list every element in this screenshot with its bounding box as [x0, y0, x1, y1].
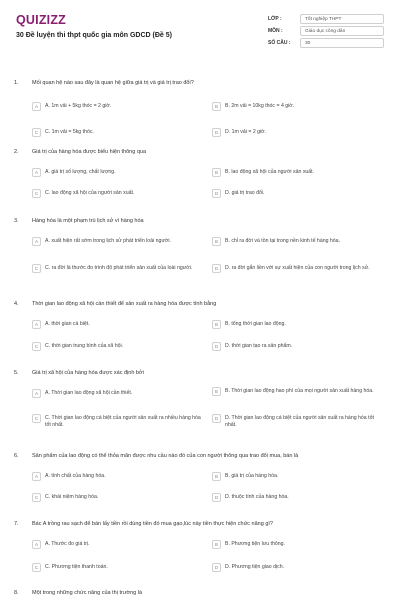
option-letter-badge: B — [212, 320, 221, 329]
option-c[interactable] — [32, 414, 204, 429]
option-text: A. xuất hiện rất sớm trong lịch sử phát triển loài người. — [45, 238, 171, 244]
option-text: D. ra đời gắn liền với sự xuất hiện của con người trong lịch sử. — [225, 265, 370, 271]
question-text: Thời gian lao động xã hội cần thiết để sản xuất ra hàng hóa được tính bằng — [32, 301, 217, 307]
option-text: D. Phương tiện giao dịch. — [225, 564, 285, 570]
option-text: B. Phương tiện lưu thông. — [225, 541, 285, 547]
option-letter-badge: C — [32, 493, 41, 502]
quizizz-logo: QUIZIZZ — [16, 13, 67, 27]
question-number: 2. — [14, 149, 19, 155]
question-text: Mối quan hệ nào sau đây là quan hệ giữa giá trị và giá trị trao đổi? — [32, 80, 194, 86]
option-letter-badge: A — [32, 168, 41, 177]
option-text: C. khái niệm hàng hóa. — [45, 494, 99, 500]
meta-value: 30 — [300, 38, 384, 48]
worksheet-header — [0, 0, 400, 62]
question-text: Bác A trồng rau sạch để bán lấy tiền rồi dùng tiền đó mua gạo,lúc này tiền thực hiện chức năng gì? — [32, 521, 273, 527]
option-d[interactable] — [212, 342, 384, 351]
option-text: D. 1m vải = 2 giờ. — [225, 129, 267, 135]
option-text: C. thời gian trung bình của xã hội. — [45, 343, 124, 349]
question-text: Giá trị của hàng hóa được biểu hiện thông qua — [32, 149, 147, 155]
option-letter-badge: B — [212, 168, 221, 177]
option-text: A. giá trị số lượng, chất lượng. — [45, 169, 116, 175]
meta-key: MÔN : — [268, 28, 283, 34]
option-letter-badge: C — [32, 128, 41, 137]
option-text: C. Thời gian lao động cá biệt của người sản xuất ra nhiều hàng hóa tốt nhất. — [45, 415, 201, 428]
option-c[interactable] — [32, 189, 204, 198]
meta-box — [268, 13, 384, 49]
option-d[interactable] — [212, 493, 384, 502]
option-text: A. Thước đo giá trị. — [45, 541, 90, 547]
meta-row-count — [268, 37, 384, 49]
option-a[interactable] — [32, 389, 204, 398]
meta-key: SỐ CÂU : — [268, 40, 291, 46]
option-text: B. giá trị của hàng hóa. — [225, 473, 279, 479]
option-d[interactable] — [212, 189, 384, 198]
meta-key: LỚP : — [268, 16, 282, 22]
option-d[interactable] — [212, 128, 384, 137]
option-c[interactable] — [32, 264, 204, 273]
meta-value: Giáo dục công dân — [300, 26, 384, 36]
option-b[interactable] — [212, 472, 384, 481]
option-a[interactable] — [32, 540, 204, 549]
option-a[interactable] — [32, 102, 204, 111]
meta-row-subject — [268, 25, 384, 37]
option-text: C. ra đời là thước đo trình độ phát triển sản xuất của loài người. — [45, 265, 193, 271]
option-letter-badge: C — [32, 342, 41, 351]
option-a[interactable] — [32, 472, 204, 481]
option-text: D. Thời gian lao động cá biệt của người sản xuất ra hàng hóa tốt nhất. — [225, 415, 374, 428]
option-d[interactable] — [212, 264, 384, 273]
option-text: B. tổng thời gian lao động. — [225, 321, 286, 327]
option-c[interactable] — [32, 342, 204, 351]
option-letter-badge: C — [32, 563, 41, 572]
option-letter-badge: B — [212, 472, 221, 481]
option-c[interactable] — [32, 128, 204, 137]
option-letter-badge: D — [212, 189, 221, 198]
question-text: Hàng hóa là một phạm trù lịch sử vì hàng hóa — [32, 218, 144, 224]
option-letter-badge: B — [212, 387, 221, 396]
option-a[interactable] — [32, 320, 204, 329]
option-text: C. lao động xã hội của người sản xuất. — [45, 190, 135, 196]
option-b[interactable] — [212, 168, 384, 177]
question-number: 7. — [14, 521, 19, 527]
option-text: B. chỉ ra đời và tồn tại trong nền kinh tế hàng hóa. — [225, 238, 341, 244]
question-number: 1. — [14, 80, 19, 86]
option-letter-badge: D — [212, 493, 221, 502]
option-a[interactable] — [32, 237, 204, 246]
option-letter-badge: A — [32, 389, 41, 398]
option-letter-badge: B — [212, 237, 221, 246]
option-c[interactable] — [32, 493, 204, 502]
option-text: D. thuộc tính của hàng hóa. — [225, 494, 289, 500]
question-text: Giá trị xã hội của hàng hóa được xác định bởi — [32, 370, 144, 376]
option-text: D. thời gian tạo ra sản phẩm. — [225, 343, 293, 349]
option-letter-badge: C — [32, 264, 41, 273]
option-text: A. 1m vải + 5kg thóc = 2 giờ. — [45, 103, 112, 109]
option-letter-badge: D — [212, 128, 221, 137]
option-letter-badge: A — [32, 102, 41, 111]
question-text: Sản phẩm của lao động có thể thỏa mãn được nhu cầu nào đó của con người thông qua trao đổi mua, bán là — [32, 453, 299, 459]
option-text: B. 2m vải = 10kg thóc = 4 giờ. — [225, 103, 295, 109]
option-text: A. Thời gian lao động xã hội cần thiết. — [45, 390, 133, 396]
option-b[interactable] — [212, 237, 384, 246]
option-letter-badge: B — [212, 102, 221, 111]
question-number: 4. — [14, 301, 19, 307]
question-number: 3. — [14, 218, 19, 224]
option-letter-badge: A — [32, 237, 41, 246]
option-letter-badge: D — [212, 264, 221, 273]
option-text: C. Phương tiện thanh toán. — [45, 564, 108, 570]
question-number: 8. — [14, 590, 19, 596]
option-letter-badge: D — [212, 414, 221, 423]
option-letter-badge: D — [212, 563, 221, 572]
meta-value: Tốt nghiệp THPT — [300, 14, 384, 24]
page-title: 30 Đề luyện thi thpt quốc gia môn GDCD (Đề 5) — [16, 32, 172, 39]
option-c[interactable] — [32, 563, 204, 572]
option-b[interactable] — [212, 540, 384, 549]
option-b[interactable] — [212, 387, 384, 396]
option-letter-badge: D — [212, 342, 221, 351]
meta-row-class — [268, 13, 384, 25]
option-a[interactable] — [32, 168, 204, 177]
option-text: A. thời gian cá biệt. — [45, 321, 90, 327]
option-text: A. tính chất của hàng hóa. — [45, 473, 106, 479]
question-number: 6. — [14, 453, 19, 459]
option-text: C. 1m vải = 5kg thóc. — [45, 129, 94, 135]
option-letter-badge: A — [32, 540, 41, 549]
option-letter-badge: A — [32, 472, 41, 481]
option-b[interactable] — [212, 102, 384, 111]
option-letter-badge: A — [32, 320, 41, 329]
option-letter-badge: C — [32, 414, 41, 423]
question-number: 5. — [14, 370, 19, 376]
option-d[interactable] — [212, 563, 384, 572]
option-b[interactable] — [212, 320, 384, 329]
option-text: B. Thời gian lao động hao phí của mọi người sản xuất hàng hóa. — [225, 388, 374, 394]
option-text: D. giá trị trao đổi. — [225, 190, 265, 196]
option-text: B. lao động xã hội của người sản xuất. — [225, 169, 315, 175]
question-text: Một trong những chức năng của thị trường là — [32, 590, 143, 596]
option-letter-badge: C — [32, 189, 41, 198]
option-d[interactable] — [212, 414, 384, 429]
option-letter-badge: B — [212, 540, 221, 549]
